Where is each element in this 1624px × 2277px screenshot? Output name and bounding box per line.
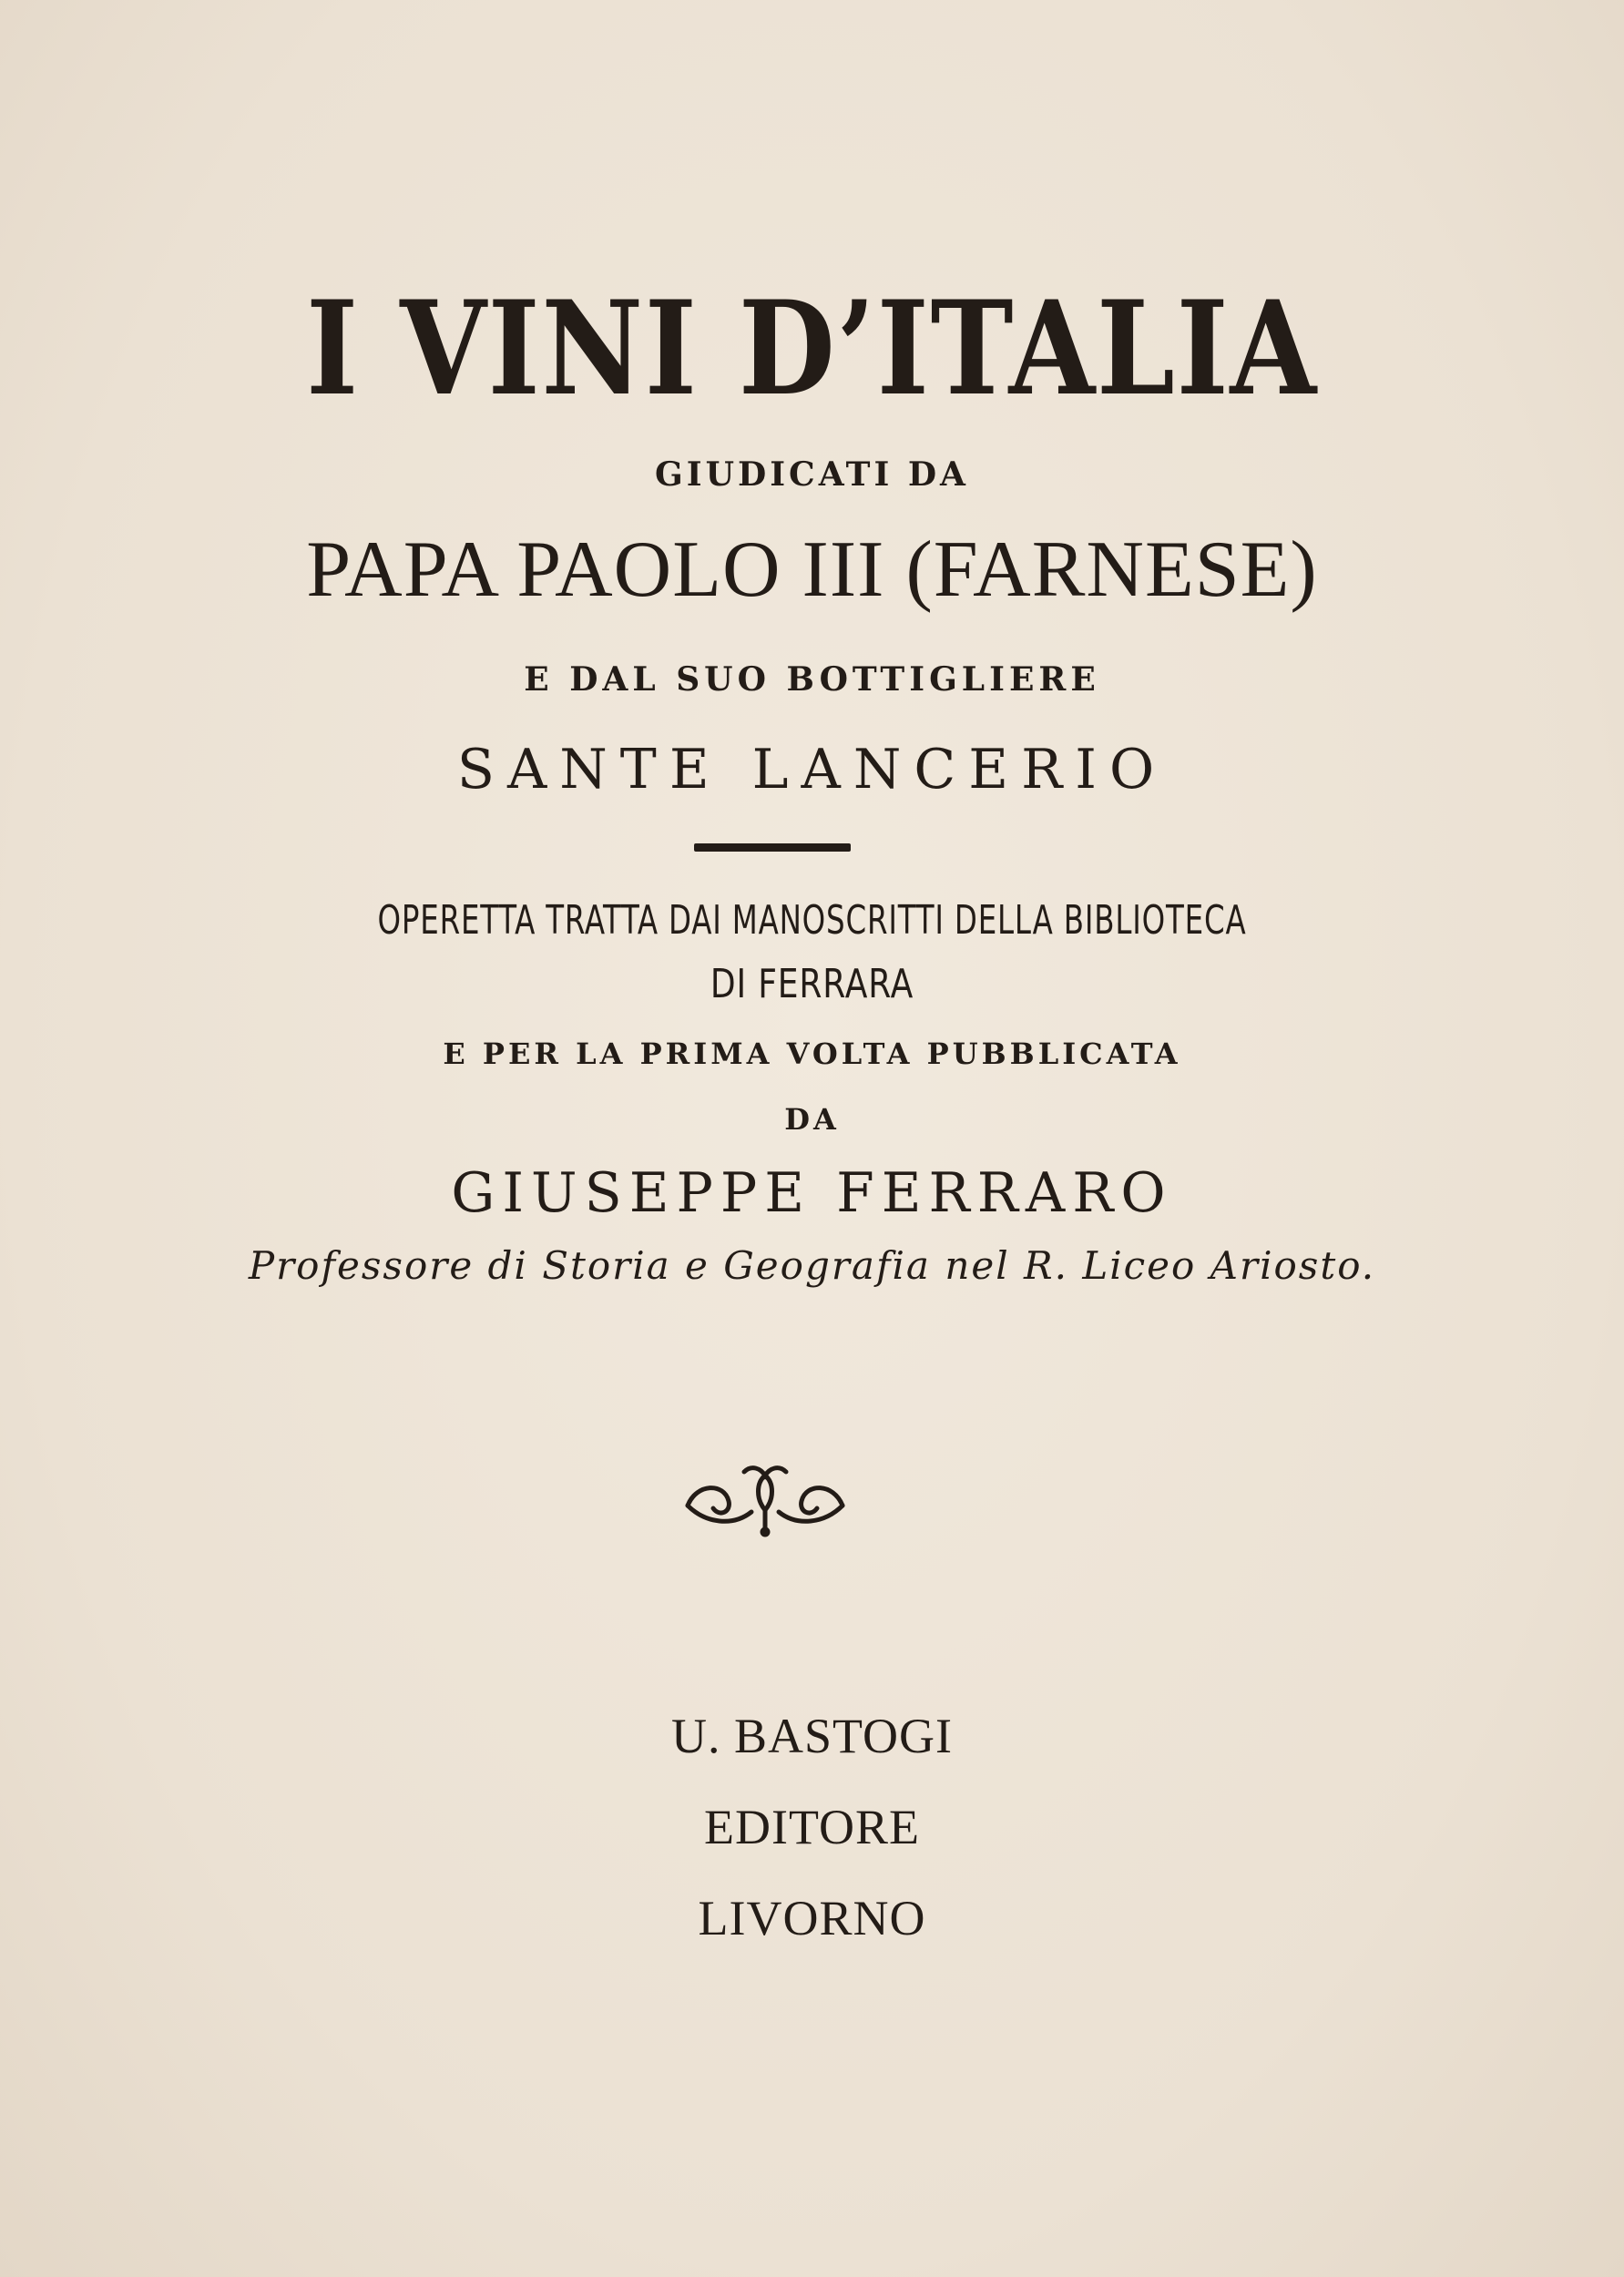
divider-rule (694, 843, 851, 852)
butler-name: SANTE LANCERIO (456, 738, 1168, 802)
book-title: I VINI D’ITALIA (306, 273, 1318, 424)
author-name: GIUSEPPE FERRARO (451, 1161, 1173, 1225)
pope-name: PAPA PAOLO III (FARNESE) (306, 526, 1318, 614)
publisher-role: EDITORE (704, 1800, 920, 1854)
fleuron-icon (679, 1455, 852, 1537)
butler-intro-line: E DAL SUO BOTTIGLIERE (524, 660, 1100, 699)
description-line-4: DA (784, 1102, 840, 1137)
publisher-city: LIVORNO (698, 1891, 926, 1945)
description-line-2: DI FERRARA (710, 961, 914, 1007)
judged-by-line: GIUDICATI DA (655, 455, 969, 494)
publisher-name: U. BASTOGI (670, 1709, 954, 1763)
author-title: Professore di Storia e Geografia nel R. Liceo Ariosto. (248, 1243, 1376, 1288)
description-line-3: E PER LA PRIMA VOLTA PUBBLICATA (443, 1036, 1181, 1071)
description-line-1: OPERETTA TRATTA DAI MANOSCRITTI DELLA BIBLIOTECA (377, 897, 1247, 944)
